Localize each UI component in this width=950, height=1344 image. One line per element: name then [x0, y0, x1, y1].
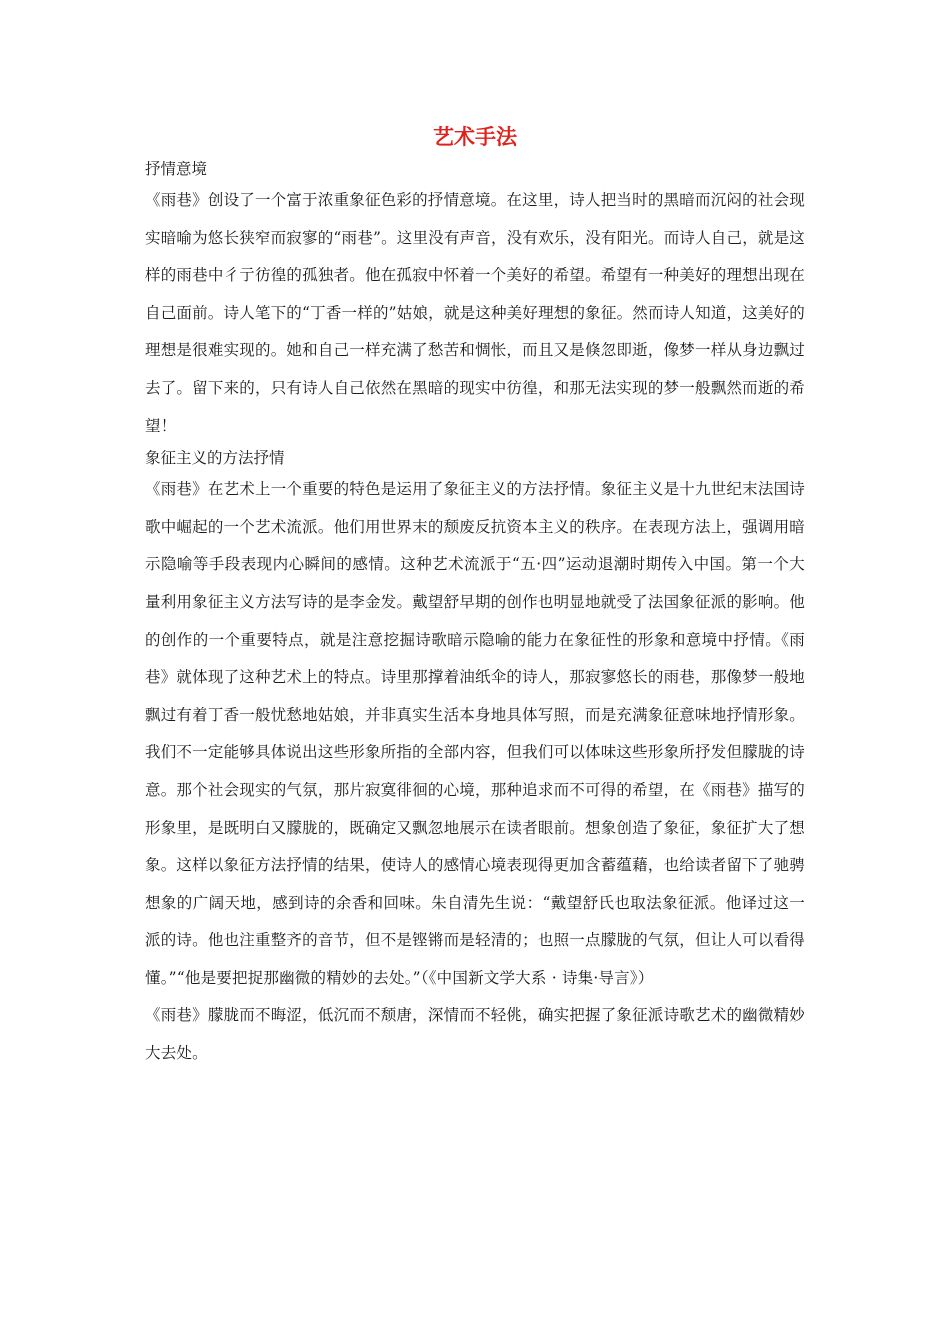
- closing-paragraph: 《雨巷》朦胧而不晦涩，低沉而不颓唐，深情而不轻佻，确实把握了象征派诗歌艺术的幽微精妙大去处。: [145, 1006, 805, 1063]
- document-page: [145, 118, 805, 1073]
- section-paragraph-lyrical-mood: 《雨巷》创设了一个富于浓重象征色彩的抒情意境。在这里，诗人把当时的黑暗而沉闷的社会现实暗喻为悠长狭窄而寂寥的“雨巷”。这里没有声音，没有欢乐，没有阳光。而诗人自己，就是这样的雨巷中彳亍彷徨的孤独者。他在孤寂中怀着一个美好的希望。希望有一种美好的理想出现在自己面前。诗人笔下的“丁香一样的”姑娘，就是这种美好理想的象征。然而诗人知道，这美好的理想是很难实现的。她和自己一样充满了愁苦和惆怅，而且又是倏忽即逝，像梦一样从身边飘过去了。留下来的，只有诗人自己依然在黑暗的现实中彷徨，和那无法实现的梦一般飘然而逝的希望！: [145, 191, 805, 435]
- section-heading-symbolism-method: 象征主义的方法抒情: [145, 449, 285, 468]
- document-title: 艺术手法: [433, 124, 517, 149]
- section-paragraph-symbolism-method: 《雨巷》在艺术上一个重要的特色是运用了象征主义的方法抒情。象征主义是十九世纪末法国诗歌中崛起的一个艺术流派。他们用世界末的颓废反抗资本主义的秩序。在表现方法上，强调用暗示隐喻等手段表现内心瞬间的感情。这种艺术流派于“五·四”运动退潮时期传入中国。第一个大量利用象征主义方法写诗的是李金发。戴望舒早期的创作也明显地就受了法国象征派的影响。他的创作的一个重要特点，就是注意挖掘诗歌暗示隐喻的能力在象征性的形象和意境中抒情。《雨巷》就体现了这种艺术上的特点。诗里那撑着油纸伞的诗人，那寂寥悠长的雨巷，那像梦一般地飘过有着丁香一般忧愁地姑娘，并非真实生活本身地具体写照，而是充满象征意味地抒情形象。我们不一定能够具体说出这些形象所指的全部内容，但我们可以体味这些形象所抒发但朦胧的诗意。那个社会现实的气氛，那片寂寞徘徊的心境，那种追求而不可得的希望，在《雨巷》描写的形象里，是既明白又朦胧的，既确定又飘忽地展示在读者眼前。想象创造了象征，象征扩大了想象。这样以象征方法抒情的结果，使诗人的感情心境表现得更加含蓄蕴藉，也给读者留下了驰骋想象的广阔天地，感到诗的余香和回味。朱自清先生说：“戴望舒氏也取法象征派。他译过这一派的诗。他也注重整齐的音节，但不是铿锵而是轻清的；也照一点朦胧的气氛，但让人可以看得懂。”“他是要把捉那幽微的精妙的去处。”（《中国新文学大系 · 诗集·导言》）: [145, 480, 805, 987]
- section-heading-lyrical-mood: 抒情意境: [145, 160, 208, 178]
